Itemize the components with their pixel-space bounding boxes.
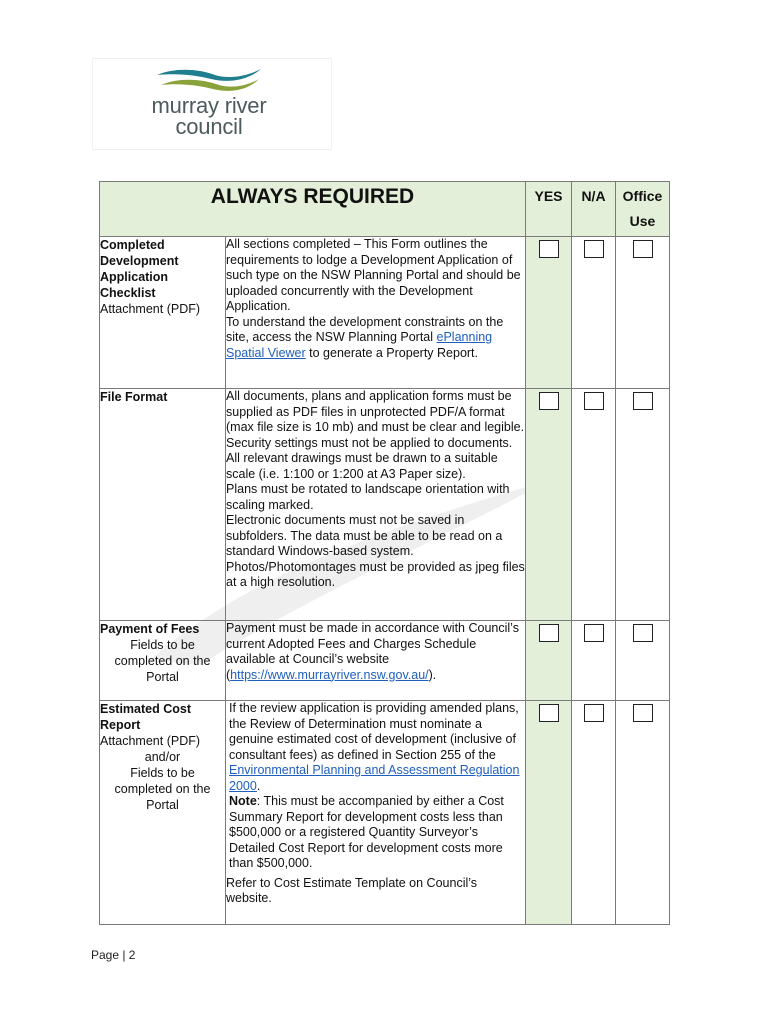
row-label	[100, 389, 226, 621]
yes-checkbox[interactable]	[539, 240, 559, 258]
row-label	[100, 701, 226, 925]
label-line: Estimated Cost	[100, 702, 191, 716]
na-checkbox[interactable]	[584, 624, 604, 642]
label-sub: Portal	[146, 670, 179, 684]
label-sub: Fields to be	[130, 766, 195, 780]
col-na-header: N/A	[572, 182, 616, 237]
ep-and-a-regulation-link[interactable]: Environmental Planning and Assessment Regulation 2000	[229, 763, 520, 793]
label-sub: Attachment (PDF)	[100, 734, 201, 748]
na-checkbox[interactable]	[584, 704, 604, 722]
label-sub: Attachment (PDF)	[100, 302, 201, 316]
office-use-checkbox[interactable]	[633, 624, 653, 642]
desc-text: ).	[428, 667, 437, 682]
logo-line-1: murray river	[151, 93, 267, 118]
table-header-row	[100, 182, 670, 237]
council-name	[139, 95, 279, 137]
use-label: Use	[629, 213, 656, 229]
table-row-estimated-cost-report	[100, 701, 670, 925]
desc-text: to generate a Property Report.	[305, 345, 479, 360]
na-checkbox[interactable]	[584, 240, 604, 258]
label-line: Checklist	[100, 286, 156, 300]
desc-paragraph	[226, 701, 525, 794]
label-line: Completed	[100, 238, 165, 252]
desc-paragraph: All sections completed – This Form outlines the requirements to lodge a Development Application of such type on the NSW Planning Portal and should be uploaded concurrently with the Development Application.	[226, 237, 521, 313]
label-line: Development	[100, 254, 179, 268]
yes-cell	[526, 621, 572, 701]
note-label: Note	[229, 794, 257, 808]
table-row-file-format	[100, 389, 670, 621]
office-use-checkbox[interactable]	[633, 240, 653, 258]
desc-paragraph: Refer to Cost Estimate Template on Council’s website.	[226, 875, 478, 905]
yes-cell	[526, 237, 572, 389]
desc-text: To understand the development constraints on the site, access the NSW Planning Portal	[226, 314, 504, 344]
row-label	[100, 621, 226, 701]
row-description	[226, 389, 526, 621]
desc-paragraph	[226, 621, 525, 683]
desc-paragraph: Electronic documents must not be saved in subfolders. The data must be able to be read on a standard Windows-based system.	[226, 513, 503, 558]
row-description	[226, 701, 526, 925]
desc-paragraph: All documents, plans and application forms must be supplied as PDF files in unprotected PDF/A format (max file size is 10 mb) and must be clear and legible. Security settings must not be applied to documents. All relevant drawings must be drawn to a suitable scale (i.e. 1:100 or 1:200 at A3 Paper size).	[226, 389, 525, 481]
office-cell	[616, 621, 670, 701]
na-checkbox[interactable]	[584, 392, 604, 410]
office-cell	[616, 389, 670, 621]
council-logo	[92, 58, 332, 150]
desc-text: Payment must be made in accordance with Council’s current Adopted Fees and Charges Schedule available at Council’s website (	[226, 621, 519, 682]
desc-paragraph	[226, 315, 525, 362]
label-line: Report	[100, 718, 141, 732]
label-line: Payment of Fees	[100, 622, 200, 636]
always-required-table	[99, 181, 670, 925]
na-cell	[572, 389, 616, 621]
label-sub: completed on the	[114, 782, 211, 796]
page-number: Page | 2	[91, 948, 136, 962]
label-line: Application	[100, 270, 169, 284]
yes-cell	[526, 389, 572, 621]
desc-text: : This must be accompanied by either a Cost Summary Report for development costs less than $500,000 or a registered Quantity Surveyor’s Detailed Cost Report for development costs more than $500,000.	[229, 794, 504, 870]
yes-checkbox[interactable]	[539, 624, 559, 642]
col-yes-header: YES	[526, 182, 572, 237]
na-cell	[572, 701, 616, 925]
na-cell	[572, 237, 616, 389]
logo-line-2: council	[175, 114, 243, 139]
desc-paragraph: Plans must be rotated to landscape orientation with scaling marked.	[226, 482, 510, 512]
label-sub: completed on the	[114, 654, 211, 668]
council-website-link[interactable]: https://www.murrayriver.nsw.gov.au/	[230, 667, 429, 682]
eplanning-spatial-viewer-link[interactable]: ePlanning Spatial Viewer	[226, 330, 493, 360]
table-title: ALWAYS REQUIRED	[100, 182, 526, 237]
table-row-completed-checklist	[100, 237, 670, 389]
office-cell	[616, 237, 670, 389]
desc-paragraph	[226, 794, 525, 872]
yes-checkbox[interactable]	[539, 704, 559, 722]
river-swoosh-icon	[155, 65, 265, 95]
yes-cell	[526, 701, 572, 925]
na-cell	[572, 621, 616, 701]
row-description	[226, 621, 526, 701]
label-line: File Format	[100, 390, 168, 404]
desc-text: .	[256, 778, 261, 793]
row-description	[226, 237, 526, 389]
row-label	[100, 237, 226, 389]
label-sub: Fields to be	[130, 638, 195, 652]
office-use-checkbox[interactable]	[633, 704, 653, 722]
office-label: Office	[622, 188, 663, 204]
office-cell	[616, 701, 670, 925]
desc-text: If the review application is providing amended plans, the Review of Determination must nominate a genuine estimated cost of development (inclusive of consultant fees) as defined in Section 255 of the	[229, 701, 519, 762]
label-sub: and/or	[144, 750, 181, 764]
table-row-payment-of-fees	[100, 621, 670, 701]
yes-checkbox[interactable]	[539, 392, 559, 410]
col-office-use-header	[616, 182, 670, 237]
desc-paragraph: Photos/Photomontages must be provided as jpeg files at a high resolution.	[226, 559, 525, 589]
office-use-checkbox[interactable]	[633, 392, 653, 410]
label-sub: Portal	[146, 798, 179, 812]
